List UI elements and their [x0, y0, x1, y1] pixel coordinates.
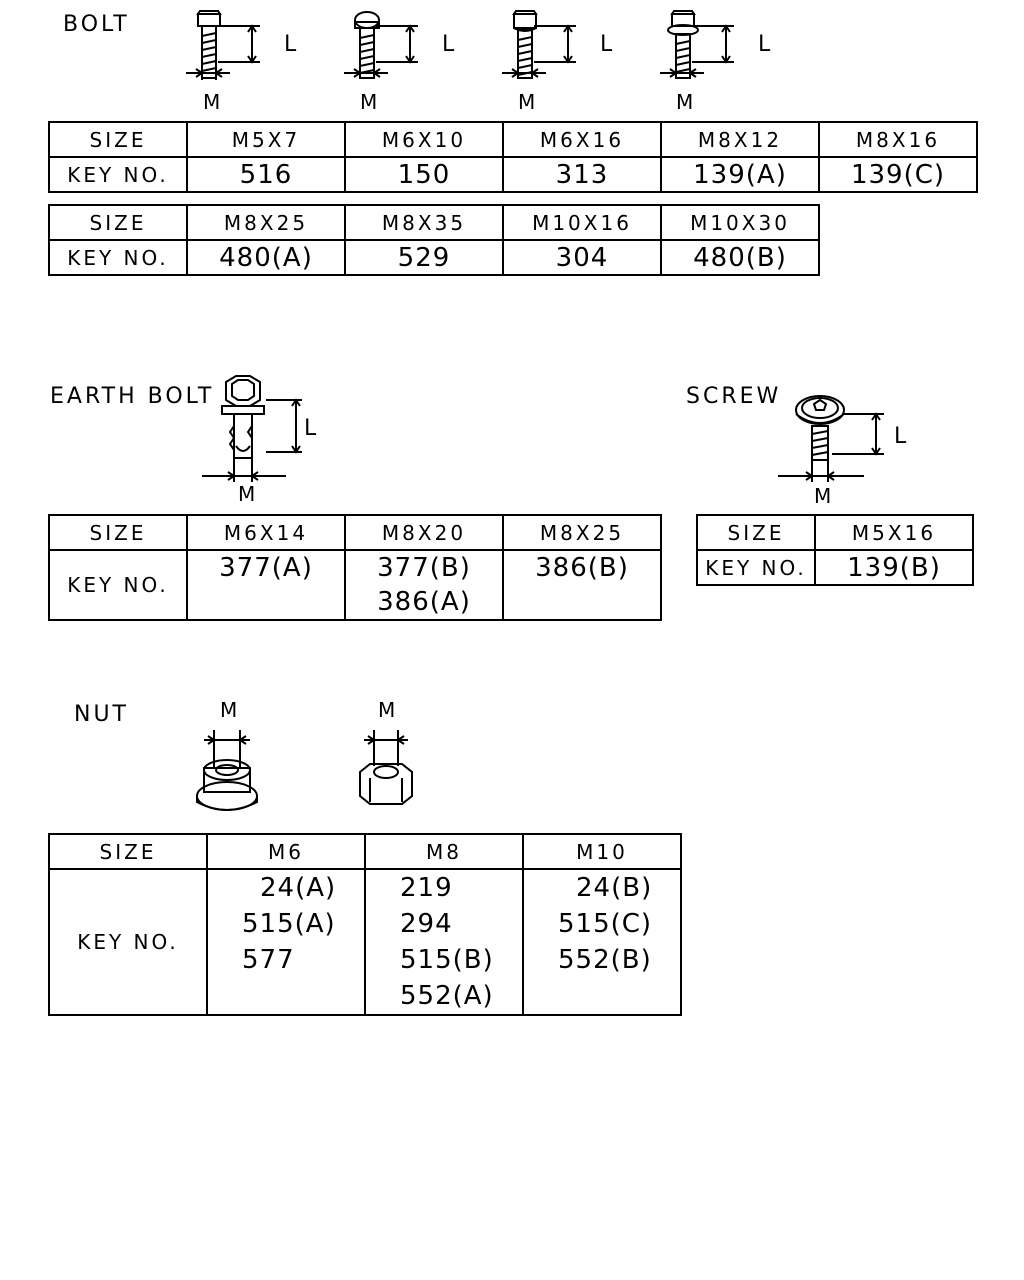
- key-no-value: 552(B): [558, 945, 652, 975]
- key-no-cell: [503, 550, 661, 620]
- key-no-cell: 150: [345, 157, 503, 192]
- bolt-table-1: [48, 121, 978, 193]
- bolt-section-title: BOLT: [63, 12, 130, 37]
- key-no-value: 24(B): [576, 873, 653, 903]
- size-cell: M8X12: [661, 122, 819, 157]
- size-header: SIZE: [49, 515, 187, 550]
- size-cell: M6X16: [503, 122, 661, 157]
- key-no-value: 515(B): [400, 945, 494, 975]
- key-no-cell: 139(C): [819, 157, 977, 192]
- bolt-dim-m-1: M: [203, 90, 221, 114]
- bolt-illustration-2: [338, 6, 458, 106]
- table-row-key: [49, 240, 819, 275]
- key-no-cell: 480(B): [661, 240, 819, 275]
- bolt-dim-m-4: M: [676, 90, 694, 114]
- key-no-value: 377(A): [219, 553, 313, 583]
- key-no-value: 377(B): [377, 553, 471, 583]
- key-no-cell: 516: [187, 157, 345, 192]
- key-no-value: 24(A): [260, 873, 337, 903]
- size-cell: M8X20: [345, 515, 503, 550]
- bolt-dim-l-1: L: [284, 32, 297, 57]
- hex-nut-illustration: [352, 722, 432, 812]
- key-no-value: 515(C): [558, 909, 653, 939]
- key-no-cell: 139(A): [661, 157, 819, 192]
- flange-nut-illustration: [190, 722, 270, 818]
- bolt-illustration-1: [180, 6, 300, 106]
- key-no-cell: 313: [503, 157, 661, 192]
- key-no-header: KEY NO.: [49, 157, 187, 192]
- bolt-dim-l-2: L: [442, 32, 455, 57]
- bolt-dim-l-3: L: [600, 32, 613, 57]
- key-no-cell: 304: [503, 240, 661, 275]
- size-cell: M5X7: [187, 122, 345, 157]
- size-cell: M10: [523, 834, 681, 869]
- size-cell: M6X10: [345, 122, 503, 157]
- nut-dim-m-2: M: [378, 698, 396, 722]
- key-no-cell: [187, 550, 345, 620]
- table-row-key: [49, 869, 681, 1015]
- size-cell: M8X25: [503, 515, 661, 550]
- size-cell: M8X16: [819, 122, 977, 157]
- earth-bolt-dim-l: L: [304, 416, 317, 441]
- table-row-size: [697, 515, 973, 550]
- key-no-cell: 139(B): [815, 550, 973, 585]
- key-no-cell: [365, 869, 523, 1015]
- size-cell: M6X14: [187, 515, 345, 550]
- size-cell: M6: [207, 834, 365, 869]
- size-header: SIZE: [49, 122, 187, 157]
- table-row-key: [49, 157, 977, 192]
- key-no-value: 515(A): [242, 909, 336, 939]
- screw-table: [696, 514, 974, 586]
- size-cell: M8X35: [345, 205, 503, 240]
- size-cell: M5X16: [815, 515, 973, 550]
- key-no-value: 386(A): [377, 587, 471, 617]
- key-no-cell: [523, 869, 681, 1015]
- bolt-dim-m-2: M: [360, 90, 378, 114]
- table-row-size: [49, 205, 819, 240]
- key-no-value: 552(A): [400, 981, 494, 1011]
- table-row-size: [49, 515, 661, 550]
- nut-dim-m-1: M: [220, 698, 238, 722]
- table-row-key: [697, 550, 973, 585]
- earth-bolt-dim-m: M: [238, 482, 256, 506]
- key-no-value: 294: [400, 909, 453, 939]
- earth-bolt-section-title: EARTH BOLT: [50, 384, 215, 409]
- bolt-dim-m-3: M: [518, 90, 536, 114]
- screw-dim-m: M: [814, 484, 832, 508]
- bolt-dim-l-4: L: [758, 32, 771, 57]
- bolt-table-2: [48, 204, 820, 276]
- key-no-value: 219: [400, 873, 453, 903]
- nut-section-title: NUT: [74, 702, 129, 727]
- key-no-value: 386(B): [535, 553, 629, 583]
- bolt-illustration-4: [654, 6, 774, 106]
- screw-section-title: SCREW: [686, 384, 782, 409]
- key-no-header: KEY NO.: [49, 240, 187, 275]
- key-no-value: 577: [242, 945, 295, 975]
- earth-bolt-table: [48, 514, 662, 621]
- size-header: SIZE: [697, 515, 815, 550]
- key-no-cell: 529: [345, 240, 503, 275]
- key-no-header: KEY NO.: [697, 550, 815, 585]
- size-header: SIZE: [49, 205, 187, 240]
- size-header: SIZE: [49, 834, 207, 869]
- size-cell: M10X30: [661, 205, 819, 240]
- screw-illustration: [776, 388, 906, 498]
- nut-table: [48, 833, 682, 1016]
- key-no-cell: 480(A): [187, 240, 345, 275]
- size-cell: M10X16: [503, 205, 661, 240]
- key-no-header: KEY NO.: [49, 869, 207, 1015]
- key-no-cell: [345, 550, 503, 620]
- size-cell: M8X25: [187, 205, 345, 240]
- table-row-size: [49, 834, 681, 869]
- key-no-header: KEY NO.: [49, 550, 187, 620]
- table-row-key: [49, 550, 661, 620]
- key-no-cell: [207, 869, 365, 1015]
- bolt-illustration-3: [496, 6, 616, 106]
- screw-dim-l: L: [894, 424, 907, 449]
- size-cell: M8: [365, 834, 523, 869]
- table-row-size: [49, 122, 977, 157]
